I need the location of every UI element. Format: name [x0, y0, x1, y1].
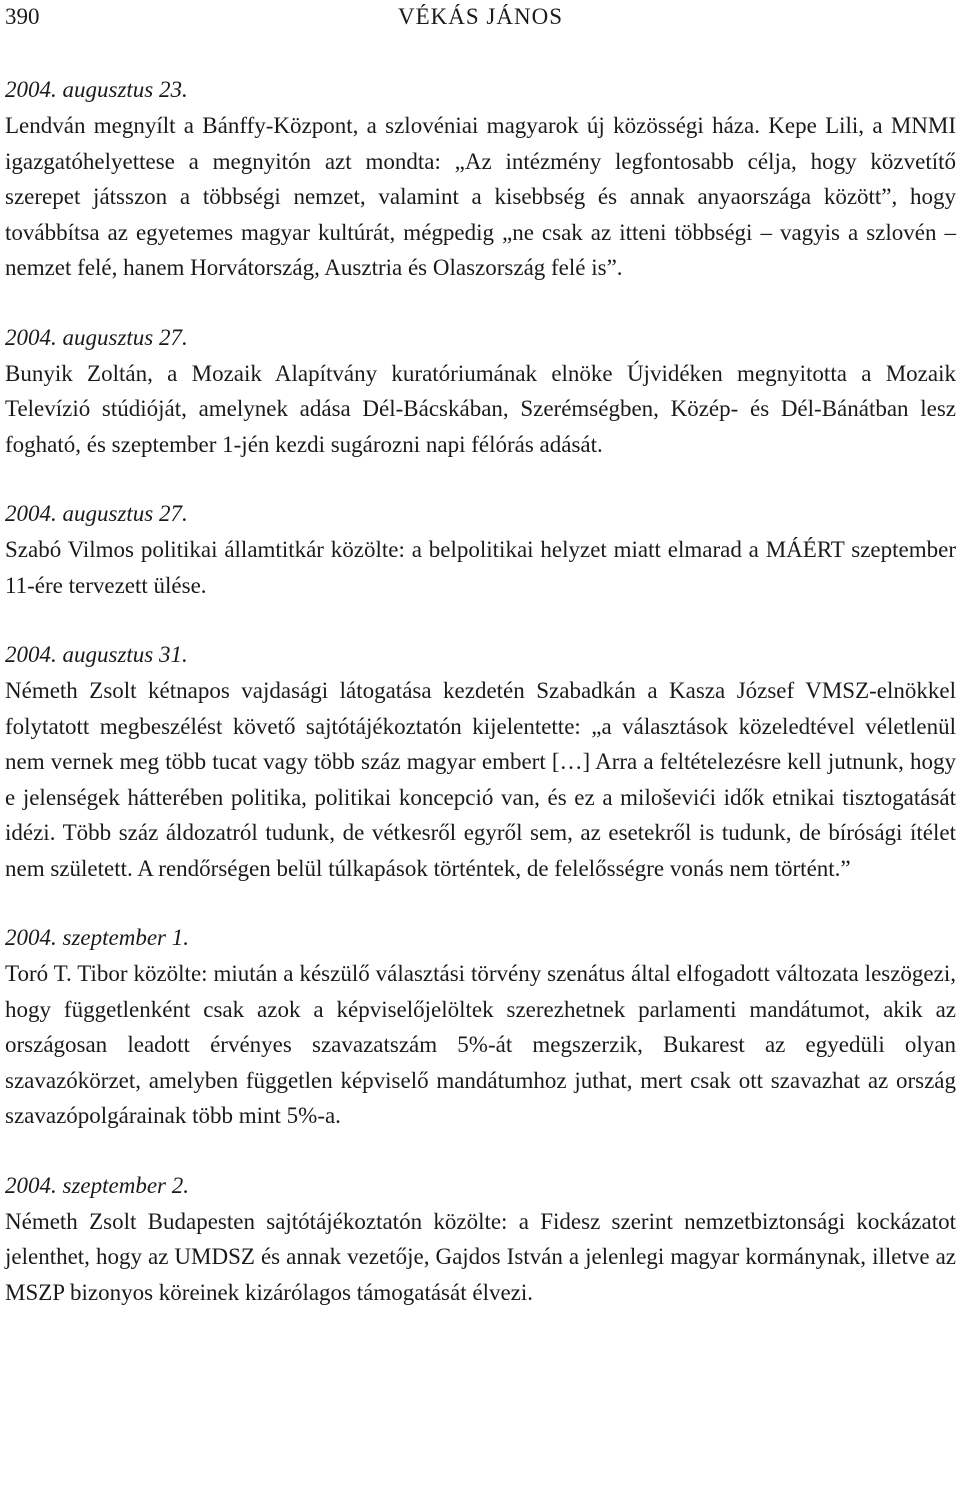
entry-text: Toró T. Tibor közölte: miután a készülő választási törvény szenátus által elfogadott változata leszögezi, hogy függetlenként csak azok a képviselőjelöltek szerezhetnek parlamenti mandátumot, akik az országosan leadott érvényes szavazatszám 5%-át megszerzik, Bukarest az egyedüli olyan szavazókörzet, amelyben független képviselő mandátumhoz juthat, mert csak ott szavazhat az ország szavazópolgárainak több mint 5%-a.: [5, 961, 956, 1128]
entry-text: Lendván megnyílt a Bánffy-Központ, a szlovéniai magyarok új közösségi háza. Kepe Lili, a MNMI igazgatóhelyettese a megnyitón azt mondta: „Az intézmény legfontosabb célja, hogy közvetítő szerepet játsszon a többségi nemzet, valamint a kisebbség és annak anyaországa között”, hogy továbbítsa az egyetemes magyar kultúrát, mégpedig „ne csak az itteni többségi – vagyis a szlovén – nemzet felé, hanem Horvátország, Ausztria és Olaszország felé is”.: [5, 113, 956, 280]
entry-text: Szabó Vilmos politikai államtitkár közölte: a belpolitikai helyzet miatt elmarad a MÁÉRT szeptember 11-ére tervezett ülése.: [5, 537, 956, 598]
chronology-entry: [5, 72, 956, 286]
entry-text: Németh Zsolt kétnapos vajdasági látogatása kezdetén Szabadkán a Kasza József VMSZ-elnökkel folytatott megbeszélést követő sajtótájékoztatón kijelentette: „a választások közeledtével véletlenül nem vernek meg több tucat vagy több száz magyar embert […] Arra a feltételezésre kell jutnunk, hogy e jelenségek hátterében politika, politikai koncepció van, és ez a miloševići idők etnikai tisztogatását idézi. Több száz áldozatról tudunk, de vétkesről egyről sem, az esetekről is tudunk, de bírósági ítélet nem született. A rendőrségen belül túlkapások történtek, de felelősségre vonás nem történt.”: [5, 678, 956, 881]
entry-text: Bunyik Zoltán, a Mozaik Alapítvány kuratóriumának elnöke Újvidéken megnyitotta a Mozaik Televízió stúdióját, amelynek adása Dél-Bácskában, Szerémségben, Közép- és Dél-Bánátban lesz fogható, és szeptember 1-jén kezdi sugározni napi félórás adását.: [5, 360, 956, 457]
entry-date: 2004. augusztus 23.: [5, 77, 188, 102]
entry-date: 2004. szeptember 2.: [5, 1172, 189, 1198]
chronology-entry: [5, 637, 956, 886]
entry-date: 2004. augusztus 27.: [5, 324, 188, 350]
entry-text: Németh Zsolt Budapesten sajtótájékoztatón közölte: a Fidesz szerint nemzetbiztonsági kockázatot jelenthet, hogy az UMDSZ és annak vezetője, Gajdos István a jelenlegi magyar kormánynak, illetve az MSZP bizonyos köreinek kizárólagos támogatását élvezi.: [5, 1208, 956, 1305]
page-number: 390: [5, 4, 40, 29]
chronology-entry: [5, 320, 956, 463]
entry-date: 2004. szeptember 1.: [5, 925, 189, 950]
chronology-entry: [5, 496, 956, 603]
chronology-entry: [5, 1168, 956, 1311]
running-head-author: VÉKÁS JÁNOS: [398, 4, 563, 29]
chronology-entry: [5, 920, 956, 1134]
chronology-entries: [5, 72, 956, 1310]
entry-date: 2004. augusztus 31.: [5, 642, 188, 667]
running-head: [5, 0, 956, 38]
entry-date: 2004. augusztus 27.: [5, 501, 188, 526]
